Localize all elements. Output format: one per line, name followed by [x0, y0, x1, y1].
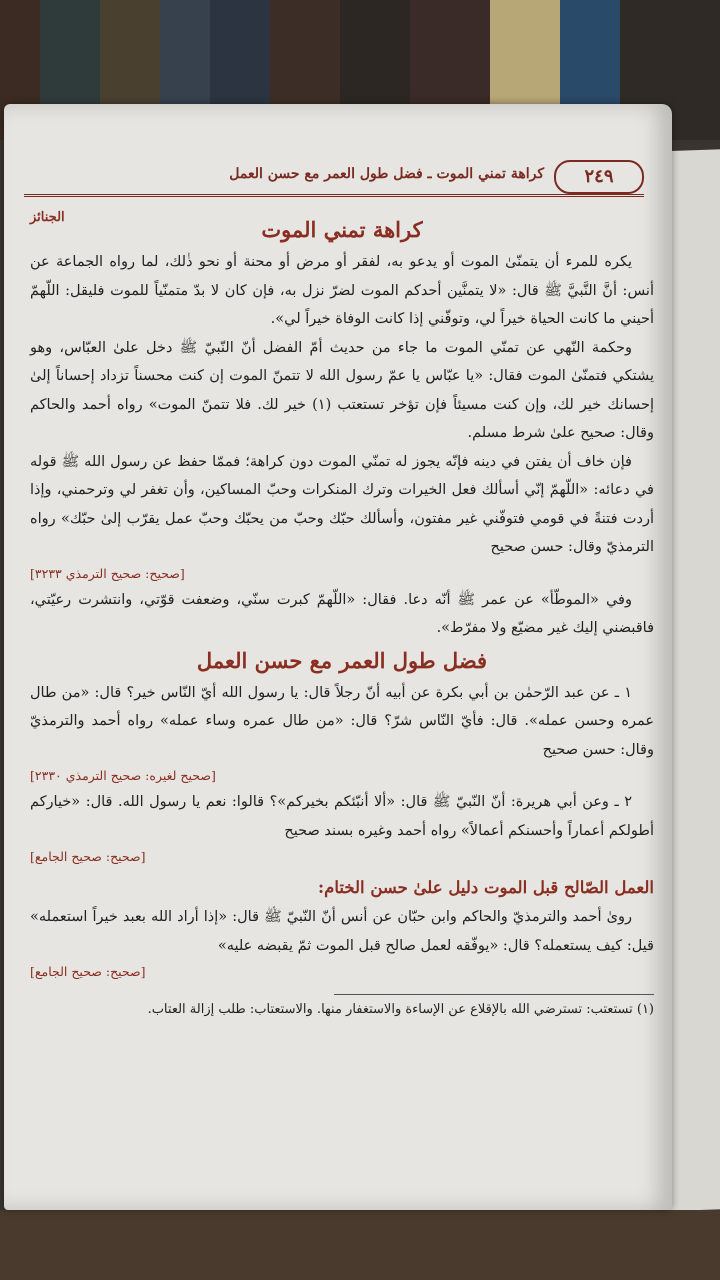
section-heading-dislike-death-wish: كراهة تمني الموت [261, 217, 423, 242]
paragraph: ١ ـ عن عبد الرّحمٰن بن أبي بكرة عن أبيه أنّ رجلاً قال: يا رسول الله أيّ النّاس خير؟ قال: «من طال عمره وحسن عمله». قال: فأيّ النّاس شرّ؟ قال: «من طال عمره وساء عمله» رواه أحمد والترمذيّ وقال: حسن صحيح [30, 684, 654, 758]
hadith-reference: [صحيح: صحيح الجامع] [30, 964, 146, 979]
footnote-rule [334, 994, 654, 995]
page-number: ٢٤٩ [554, 160, 644, 194]
header-rule [24, 194, 644, 197]
page-body [30, 212, 654, 1021]
hadith-reference: [صحيح: صحيح الجامع] [30, 849, 146, 864]
chapter-label: الجنائز [30, 210, 65, 225]
section-heading-long-life: فضل طول العمر مع حسن العمل [196, 647, 488, 673]
page-header [24, 160, 644, 200]
table-surface [0, 1210, 720, 1280]
hadith-reference: [صحيح: صحيح الترمذي ٣٢٣٣] [30, 565, 185, 581]
paragraph: وحكمة النّهي عن تمنّي الموت ما جاء من حديث أمّ الفضل أنّ النّبيّ ﷺ دخل علىٰ العبّاس، وهو يشتكي فتمنّىٰ الموت فقال: «يا عبّاس يا عمّ رسول الله لا تتمنّ الموت إن كنت محسناً تزداد إحساناً إلىٰ إحسانك خير لك، وإن كنت مسيئاً فإن تؤخر تستعتب (١) خير لك. فلا تتمنّ الموت» رواه أحمد والحاكم وقال: صحيح علىٰ شرط مسلم. [30, 339, 654, 441]
paragraph: روىٰ أحمد والترمذيّ والحاكم وابن حبّان عن أنس أنّ النّبيّ ﷺ قال: «إذا أراد الله بعبد خيراً استعمله» قيل: كيف يستعمله؟ قال: «يوفّقه لعمل صالح قبل الموت ثمّ يقبضه عليه» [30, 909, 654, 954]
hadith-reference: [صحيح لغيره: صحيح الترمذي ٢٣٣٠] [30, 768, 216, 783]
footnote: (١) تستعتب: تسترضي الله بالإقلاع عن الإساءة والاستغفار منها. والاستعتاب: طلب إزالة العتاب. [147, 1002, 654, 1017]
paragraph: يكره للمرء أن يتمنّىٰ الموت أو يدعو به، لفقر أو مرض أو محنة أو نحو ذٰلك، لما رواه الجماعة عن أنس: أنَّ النَّبيَّ ﷺ قال: «لا يتمنَّين أحدكم الموت لضرّ نزل به، فإن كان لا بدّ متمنّياً للموت فليقل: اللّهمّ أحيني ما كانت الحياة خيراً لي، وتوفّني إذا كانت الوفاة خيراً لي». [30, 254, 654, 327]
paragraph: فإن خاف أن يفتن في دينه فإنّه يجوز له تمنّي الموت دون كراهة؛ فممّا حفظ عن رسول الله ﷺ قوله في دعائه: «اللّهمّ إنّي أسألك فعل الخيرات وترك المنكرات وحبّ المساكين، وأن تغفر لي وترحمني، وإذا أردت فتنةً في قومي فتوفّني غير مفتون، وأسألك حبّك وحبّ من يحبّك وحبّ عمل يقرّب إلىٰ حبّك» رواه الترمذيّ وقال: حسن صحيح [30, 453, 654, 555]
paragraph: وفي «الموطّأ» عن عمر ﷺ أنّه دعا. فقال: «اللّهمّ كبرت سنّي، وضعفت قوّتي، وانتشرت رعيّتي، فاقبضني إليك غير مضيّع ولا مفرّط». [30, 591, 654, 636]
running-title: كراهة تمني الموت ـ فضل طول العمر مع حسن العمل [229, 166, 544, 182]
section-heading-good-deeds: العمل الصّالح قبل الموت دليل علىٰ حسن الختام: [318, 878, 654, 897]
paragraph: ٢ ـ وعن أبي هريرة: أنّ النّبيّ ﷺ قال: «ألا أنبّئكم بخيركم»؟ قالوا: نعم يا رسول الله. قال: «خياركم أطولكم أعماراً وأحسنكم أعمالاً» رواه أحمد وغيره بسند صحيح [30, 794, 654, 839]
